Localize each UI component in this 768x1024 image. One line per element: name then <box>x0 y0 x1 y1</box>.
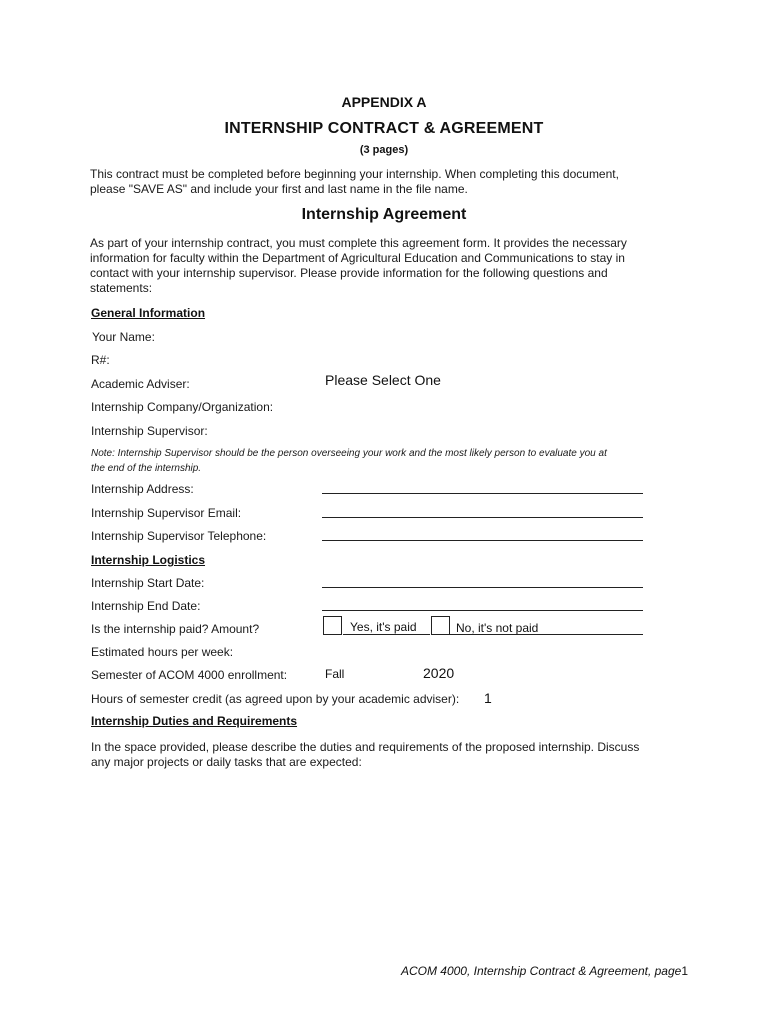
start-date-label: Internship Start Date: <box>91 576 205 590</box>
hours-per-week-label: Estimated hours per week: <box>91 645 234 659</box>
page-footer <box>401 964 688 978</box>
r-number-label: R#: <box>91 353 110 367</box>
address-label: Internship Address: <box>91 482 194 496</box>
footer-text: ACOM 4000, Internship Contract & Agreement, page <box>400 964 682 978</box>
agreement-line: contact with your internship supervisor. Please provide information for the following questions and <box>90 266 608 280</box>
credit-hours-label: Hours of semester credit (as agreed upon by your academic adviser): <box>91 692 460 706</box>
telephone-field[interactable] <box>322 540 643 541</box>
duties-response-area[interactable] <box>91 775 691 945</box>
paid-yes-checkbox[interactable] <box>323 616 342 635</box>
academic-adviser-select[interactable]: Please Select One <box>325 372 441 388</box>
paid-no-underline <box>450 634 643 635</box>
document-title: INTERNSHIP CONTRACT & AGREEMENT <box>224 120 544 137</box>
start-date-field[interactable] <box>322 587 643 588</box>
paid-no-label: No, it's not paid <box>456 621 539 635</box>
note-line: Note: Internship Supervisor should be the person overseeing your work and the most likely person to evaluate you at <box>91 448 607 459</box>
supervisor-label: Internship Supervisor: <box>91 424 208 438</box>
paid-label: Is the internship paid? Amount? <box>91 622 260 636</box>
note-line: the end of the internship. <box>91 463 202 474</box>
paid-yes-underline <box>343 634 430 635</box>
academic-adviser-label: Academic Adviser: <box>91 377 190 391</box>
supervisor-note <box>91 446 691 476</box>
end-date-label: Internship End Date: <box>91 599 201 613</box>
duties-paragraph <box>91 740 711 770</box>
address-field[interactable] <box>322 493 643 494</box>
appendix-label: APPENDIX A <box>341 94 427 110</box>
company-label: Internship Company/Organization: <box>91 400 274 414</box>
agreement-line: information for faculty within the Department of Agricultural Education and Communications to stay in <box>90 251 625 265</box>
general-information-heading: General Information <box>91 306 206 320</box>
page-count: (3 pages) <box>359 144 409 156</box>
telephone-label: Internship Supervisor Telephone: <box>91 529 267 543</box>
agreement-line: statements: <box>90 281 153 295</box>
paid-no-checkbox[interactable] <box>431 616 450 635</box>
internship-logistics-heading: Internship Logistics <box>91 553 206 567</box>
semester-label: Semester of ACOM 4000 enrollment: <box>91 668 288 682</box>
page-number: 1 <box>681 964 688 978</box>
agreement-paragraph <box>90 236 670 296</box>
semester-select[interactable]: Fall <box>325 667 345 681</box>
agreement-line: As part of your internship contract, you must complete this agreement form. It provides the necessary <box>90 236 627 250</box>
end-date-field[interactable] <box>322 610 643 611</box>
paid-yes-label: Yes, it's paid <box>350 620 417 634</box>
intro-line: please "SAVE AS" and include your first and last name in the file name. <box>90 182 468 196</box>
year-field[interactable]: 2020 <box>423 665 455 681</box>
duties-heading: Internship Duties and Requirements <box>91 714 298 728</box>
email-label: Internship Supervisor Email: <box>91 506 242 520</box>
email-field[interactable] <box>322 517 643 518</box>
duties-line: In the space provided, please describe the duties and requirements of the proposed internship. Discuss <box>91 740 640 754</box>
intro-line: This contract must be completed before beginning your internship. When completing this document, <box>90 167 619 181</box>
intro-paragraph <box>90 167 670 197</box>
credit-hours-field[interactable]: 1 <box>484 690 492 706</box>
your-name-label: Your Name: <box>92 330 155 344</box>
agreement-title: Internship Agreement <box>301 206 467 223</box>
duties-line: any major projects or daily tasks that are expected: <box>91 755 362 769</box>
